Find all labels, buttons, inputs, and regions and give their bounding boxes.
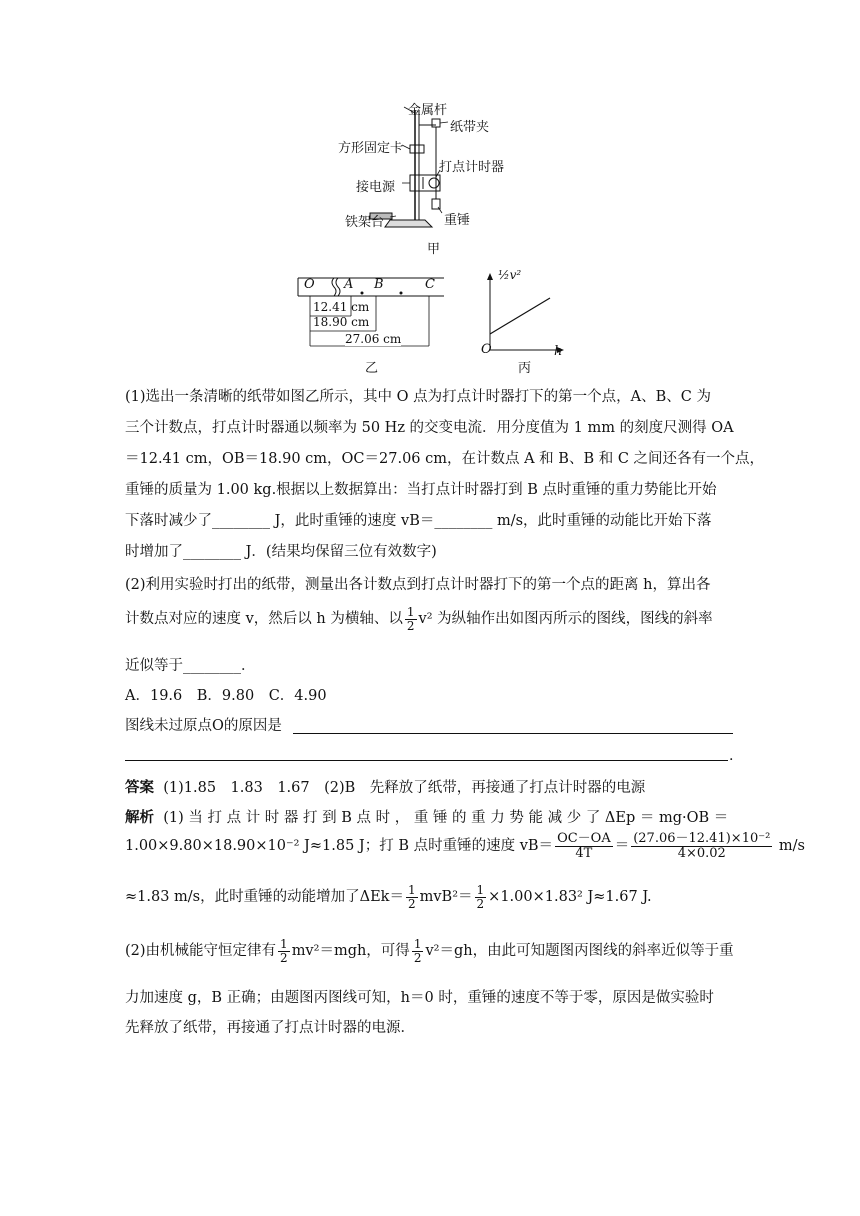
tape-point-c: C [425, 277, 435, 292]
fraction-half-4a: $\frac{1}{2}$ [280, 937, 288, 965]
label-square-clamp: 方形固定卡 [338, 141, 404, 156]
answer-line [125, 776, 737, 797]
fraction-half-3b: $\frac{1}{2}$ [476, 883, 485, 911]
q2-line-2b: v² 为纵轴作出如图丙所示的图线，图线的斜率 [418, 611, 713, 628]
options: A．19.6 B．9.80 C．4.90 [125, 688, 327, 704]
q2-line-2 [125, 606, 737, 632]
q1-line-2: 三个计数点，打点计时器通以频率为 50 Hz 的交变电流．用分度值为 1 mm 的刻度尺测得 OA [125, 420, 734, 436]
label-tape-clip: 纸带夹 [450, 120, 490, 135]
q1-line-6: 时增加了________ J．(结果均保留三位有效数字) [125, 544, 437, 560]
fraction-velocity: $\frac{OC-OA}{4T}$ [557, 831, 611, 861]
reason-prompt: 图线未过原点O的原因是 [125, 718, 282, 734]
tape-dist-ob: 18.90 cm [313, 315, 370, 329]
answer-label: 答案 [125, 779, 154, 796]
tape-point-b: B [374, 277, 384, 292]
analysis-line-5: 力加速度 g，B 正确；由题图丙图线可知，h＝0 时，重锤的速度不等于零，原因是做实验时 [125, 990, 714, 1006]
analysis-label: 解析 [125, 809, 154, 826]
analysis-line-1: 解析 (1) 当 打 点 计 时 器 打 到 B 点 时 ， 重 锤 的 重 力 势 能 减 少 了 ΔEp ＝ mg·OB ＝ [125, 809, 729, 826]
analysis-line-6: 先释放了纸带，再接通了打点计时器的电源． [125, 1020, 415, 1036]
caption-bing: 丙 [518, 361, 532, 376]
graph-ylabel: ½v² [498, 268, 522, 282]
label-weight: 重锤 [444, 213, 471, 228]
q2-line-2a: 计数点对应的速度 v，然后以 h 为横轴、以 [125, 611, 403, 628]
label-power: 接电源 [356, 180, 396, 195]
tape-point-a: A [344, 277, 354, 292]
reason-blank-1 [293, 733, 733, 734]
q1-line-3: ＝12.41 cm，OB＝18.90 cm，OC＝27.06 cm，在计数点 A 和 B、B 和 C 之间还各有一个点， [125, 451, 765, 467]
reason-period: . [729, 748, 734, 764]
q1-line-5: 下落时减少了________ J，此时重锤的速度 vB＝________ m/s，此时重锤的动能比开始下落 [125, 513, 712, 529]
q2-line-1: (2)利用实验时打出的纸带，测量出各计数点到打点计时器打下的第一个点的距离 h，算出各 [125, 577, 711, 593]
analysis-line-2: 1.00×9.80×18.90×10⁻² J≈1.85 J；打 B 点时重锤的速度 vB＝ $\frac{OC-OA}{4T}$ ＝ $\frac{\text{(27.06－12.41)×10⁻²}}{4\times 0.02}$ m/s [125, 831, 805, 861]
label-timer: 打点计时器 [439, 160, 505, 175]
tape-point-o: O [304, 277, 315, 292]
q1-line-1: (1)选出一条清晰的纸带如图乙所示，其中 O 点为打点计时器打下的第一个点，A、B、C 为 [125, 389, 711, 405]
reason-blank-2 [125, 760, 728, 761]
answer-text: (1)1.85 1.83 1.67 (2)B 先释放了纸带，再接通了打点计时器的电源 [163, 780, 646, 796]
q2-line-3: 近似等于________． [125, 658, 256, 674]
analysis-line-3: ≈1.83 m/s，此时重锤的动能增加了ΔEk＝ $\frac{1}{2}$ mvB²＝ $\frac{1}{2}$ ×1.00×1.83² J≈1.67 J. [125, 883, 652, 911]
caption-jia: 甲 [427, 242, 441, 257]
label-metal-rod: 金属杆 [408, 103, 448, 118]
fraction-numeric: $\frac{\text{(27.06－12.41)×10⁻²}}{4\times 0.02}$ [633, 831, 771, 861]
q1-line-4: 重锤的质量为 1.00 kg.根据以上数据算出：当打点计时器打到 B 点时重锤的重力势能比开始 [125, 482, 717, 498]
caption-yi: 乙 [365, 361, 379, 376]
graph-origin: O [481, 342, 492, 357]
analysis-line-4: (2)由机械能守恒定律有 $\frac{1}{2}$ mv²＝mgh，可得 $\frac{1}{2}$ v²＝gh，由此可知题图丙图线的斜率近似等于重 [125, 937, 734, 965]
label-stand: 铁架台 [345, 215, 385, 230]
tape-dist-oa: 12.41 cm [313, 300, 370, 314]
graph-xlabel: h [554, 344, 563, 359]
tape-dist-oc: 27.06 cm [345, 332, 402, 346]
fraction-half-3a: $\frac{1}{2}$ [407, 883, 416, 911]
fraction-half-4b: $\frac{1}{2}$ [413, 937, 422, 965]
fraction-half: $\frac{1}{2}$ [406, 605, 415, 633]
